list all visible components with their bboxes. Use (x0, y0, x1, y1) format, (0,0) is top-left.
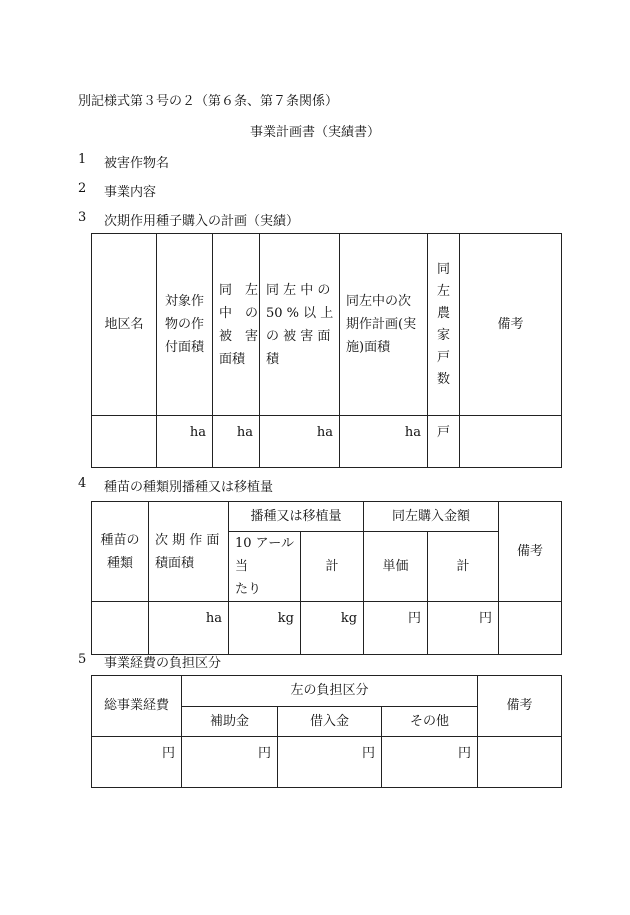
cell-next-plan-unit: ha (340, 416, 428, 468)
cell-next-area-unit: ha (149, 602, 229, 655)
section-1-number: 1 (78, 152, 87, 167)
cell-remarks (499, 602, 562, 655)
section-1-label: 被害作物名 (104, 156, 170, 171)
cell-purchase-total-unit: 円 (428, 602, 499, 655)
cell-households-unit: 戸 (428, 416, 460, 468)
header-sowing-total: 計 (301, 532, 364, 602)
header-burden-division: 左の負担区分 (182, 676, 478, 707)
cell-remarks (478, 737, 562, 788)
cell-area-name (92, 416, 157, 468)
cell-damage-area-unit: ha (213, 416, 260, 468)
header-purchase-total: 計 (428, 532, 499, 602)
section-4-number: 4 (78, 476, 87, 491)
header-next-area: 次 期 作 面 積面積 (149, 502, 229, 602)
section-5-number: 5 (78, 652, 87, 667)
header-area-name: 地区名 (92, 234, 157, 416)
header-remarks: 備考 (478, 676, 562, 737)
cell-crop-area-unit: ha (157, 416, 213, 468)
header-crop-area: 対象作 物の作 付面積 (157, 234, 213, 416)
cell-damage-50-unit: ha (260, 416, 340, 468)
cell-unit-price-unit: 円 (364, 602, 428, 655)
header-households: 同 左 農 家 戸 数 (428, 234, 460, 416)
cell-loan-unit: 円 (278, 737, 382, 788)
document-title: 事業計画書（実績書） (249, 125, 380, 140)
section-3-label: 次期作用種子購入の計画（実績） (104, 214, 300, 229)
header-per-10a: 10 アール当 たり (229, 532, 301, 602)
cost-burden-table (91, 675, 562, 788)
header-unit-price: 単価 (364, 532, 428, 602)
header-purchase-amount: 同左購入金額 (364, 502, 499, 532)
header-seed-type: 種苗の 種類 (92, 502, 149, 602)
cell-sowing-total-unit: kg (301, 602, 364, 655)
header-subsidy: 補助金 (182, 707, 278, 737)
section-2-label: 事業内容 (104, 185, 157, 200)
header-loan: 借入金 (278, 707, 382, 737)
section-5-label: 事業経費の負担区分 (104, 656, 222, 671)
cell-total-cost-unit: 円 (92, 737, 182, 788)
section-3-number: 3 (78, 210, 87, 225)
header-remarks: 備考 (460, 234, 562, 416)
header-next-plan-area: 同左中の次 期作計画(実 施)面積 (340, 234, 428, 416)
seed-purchase-plan-table (91, 233, 562, 468)
cell-other-unit: 円 (382, 737, 478, 788)
cell-remarks (460, 416, 562, 468)
header-damage-area: 同 左 中 の 被 害 面積 (213, 234, 260, 416)
header-remarks: 備考 (499, 502, 562, 602)
cell-per-10a-unit: kg (229, 602, 301, 655)
section-4-label: 種苗の種類別播種又は移植量 (104, 480, 274, 495)
form-header: 別記様式第３号の２（第６条、第７条関係） (78, 94, 339, 109)
header-damage-50-percent: 同 左 中 の 50 % 以 上 の 被 害 面 積 (260, 234, 340, 416)
cell-subsidy-unit: 円 (182, 737, 278, 788)
header-total-cost: 総事業経費 (92, 676, 182, 737)
cell-seed-type (92, 602, 149, 655)
section-2-number: 2 (78, 181, 87, 196)
seed-sowing-table (91, 501, 562, 655)
header-other: その他 (382, 707, 478, 737)
header-sowing-amount: 播種又は移植量 (229, 502, 364, 532)
